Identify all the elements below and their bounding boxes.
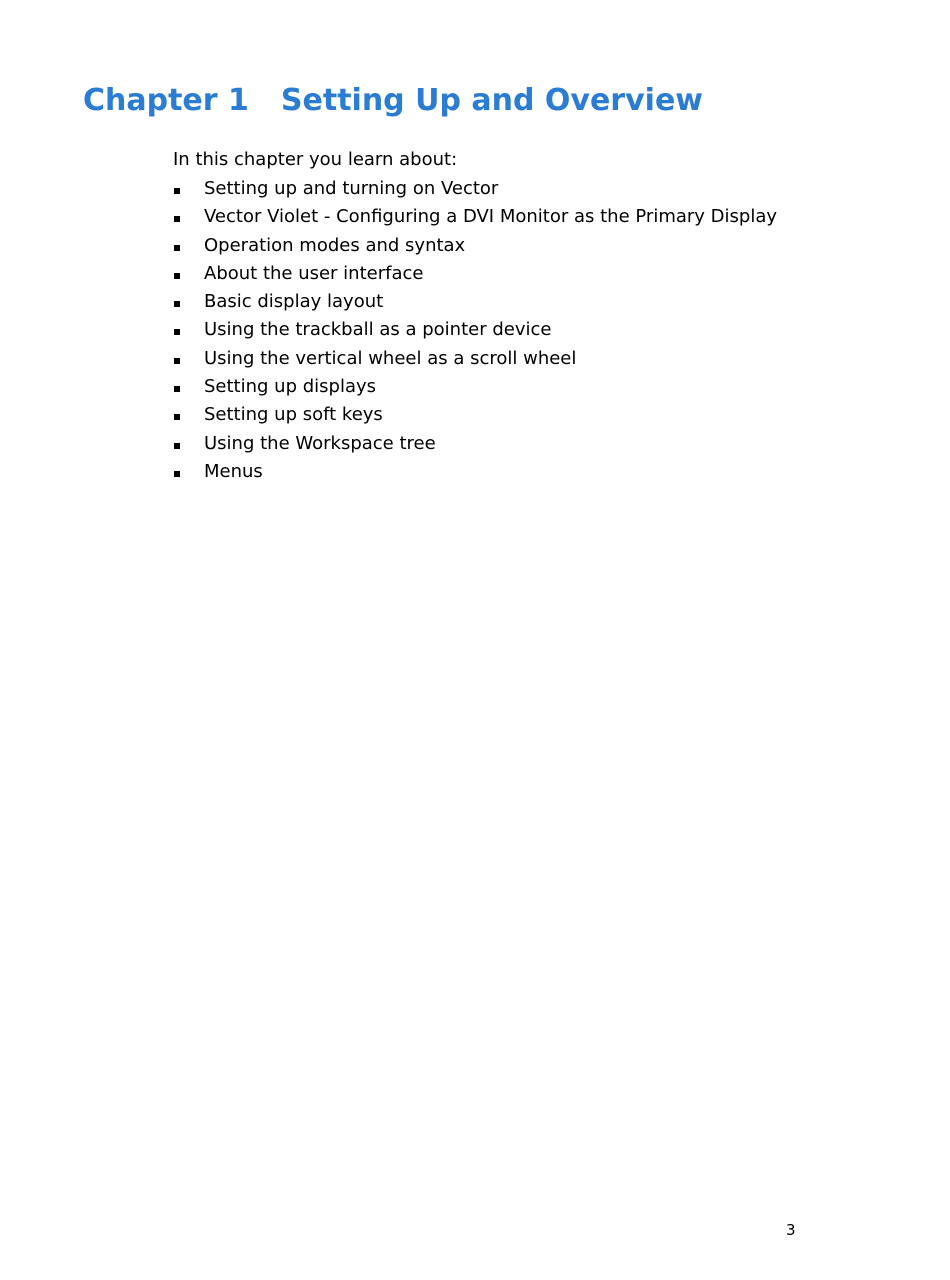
list-item-label: Setting up displays	[204, 376, 377, 398]
list-item	[173, 404, 777, 432]
list-item	[173, 263, 777, 291]
list-item	[173, 376, 777, 404]
chapter-intro: In this chapter you learn about:	[173, 149, 458, 170]
list-item-label: Menus	[204, 460, 263, 482]
topic-list	[173, 178, 777, 489]
bullet-icon	[174, 414, 180, 420]
list-item-label: Using the trackball as a pointer device	[204, 319, 552, 341]
bullet-icon	[174, 329, 180, 335]
bullet-icon	[174, 245, 180, 251]
bullet-icon	[174, 188, 180, 194]
list-item	[173, 291, 777, 319]
list-item-label: Using the vertical wheel as a scroll wheel	[204, 347, 577, 369]
list-item	[173, 348, 777, 376]
list-item-label: Using the Workspace tree	[204, 432, 436, 454]
bullet-icon	[174, 301, 180, 307]
list-item	[173, 461, 777, 489]
chapter-heading	[83, 82, 703, 120]
chapter-number: Chapter 1	[83, 83, 249, 118]
bullet-icon	[174, 216, 180, 222]
bullet-icon	[174, 273, 180, 279]
bullet-icon	[174, 471, 180, 477]
list-item-label: Vector Violet - Configuring a DVI Monitor as the Primary Display	[204, 206, 778, 228]
list-item-label: Setting up soft keys	[204, 404, 383, 426]
chapter-title: Setting Up and Overview	[280, 83, 704, 118]
list-item-label: Operation modes and syntax	[204, 234, 466, 256]
list-item-label: Basic display layout	[204, 291, 384, 313]
bullet-icon	[174, 386, 180, 392]
bullet-icon	[174, 443, 180, 449]
list-item	[173, 433, 777, 461]
list-item	[173, 235, 777, 263]
bullet-icon	[174, 358, 180, 364]
list-item	[173, 206, 777, 234]
list-item	[173, 319, 777, 347]
page-number: 3	[786, 1221, 796, 1239]
list-item	[173, 178, 777, 206]
list-item-label: Setting up and turning on Vector	[204, 178, 499, 199]
list-item-label: About the user interface	[204, 262, 424, 284]
